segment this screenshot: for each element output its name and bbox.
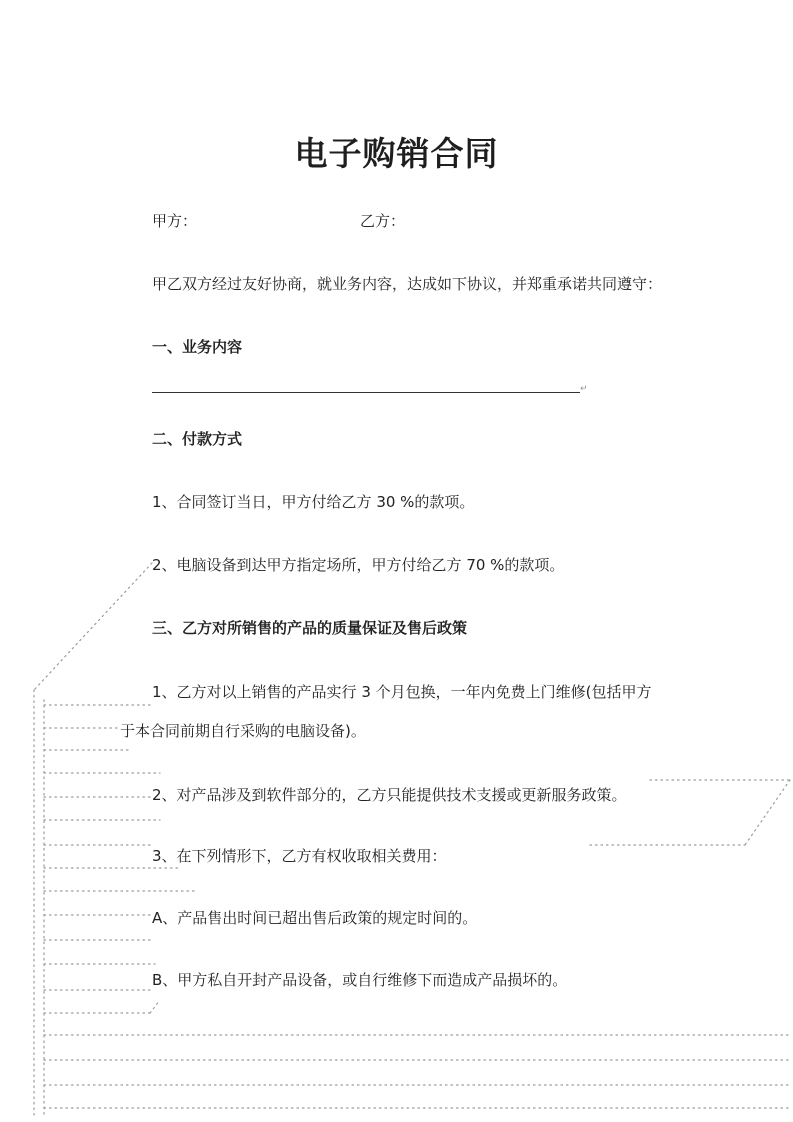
business-content-blank-line (152, 392, 580, 393)
section2-heading: 二、付款方式 (152, 430, 243, 448)
paragraph-mark: ↵ (580, 384, 588, 394)
warranty-item-3: 3、在下列情形下，乙方有权收取相关费用： (152, 847, 447, 865)
warranty-item-2: 2、对产品涉及到软件部分的，乙方只能提供技术支援或更新服务政策。 (152, 786, 627, 804)
fee-condition-b: B、甲方私自开封产品设备，或自行维修下而造成产品损坏的。 (152, 971, 568, 989)
fee-condition-a: A、产品售出时间已超出售后政策的规定时间的。 (152, 909, 478, 927)
payment-item-1: 1、合同签订当日，甲方付给乙方 30 %的款项。 (152, 493, 475, 511)
warranty-item-1-line1: 1、乙方对以上销售的产品实行 3 个月包换，一年内免费上门维修(包括甲方 (152, 683, 652, 701)
warranty-item-1-line2: 于本合同前期自行采购的电脑设备)。 (120, 722, 366, 740)
section1-heading: 一、业务内容 (152, 338, 243, 356)
party-a-label: 甲方： (152, 212, 198, 230)
party-b-label: 乙方： (360, 212, 406, 230)
payment-item-2: 2、电脑设备到达甲方指定场所，甲方付给乙方 70 %的款项。 (152, 556, 565, 574)
document-title: 电子购销合同 (294, 134, 499, 173)
section3-heading: 三、乙方对所销售的产品的质量保证及售后政策 (152, 619, 468, 637)
intro-paragraph: 甲乙双方经过友好协商，就业务内容，达成如下协议，并郑重承诺共同遵守： (152, 275, 663, 293)
